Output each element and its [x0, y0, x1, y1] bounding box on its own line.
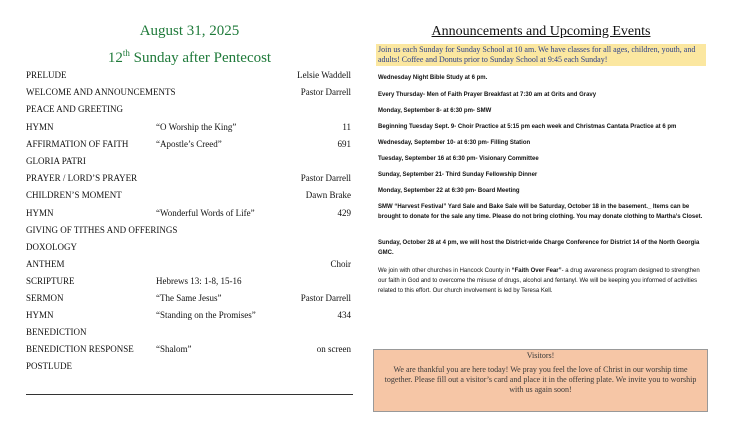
worship-item: POSTLUDE: [26, 361, 73, 371]
worship-item: PRELUDE: [26, 70, 67, 80]
worship-row: [26, 291, 353, 305]
event-item: Every Thursday- Men of Faith Prayer Breakfast at 7:30 am at Grits and Gravy: [378, 92, 597, 98]
worship-leader: Lelsie Waddell: [297, 70, 351, 80]
worship-item: CHILDREN’S MOMENT: [26, 190, 122, 200]
worship-leader: Dawn Brake: [305, 190, 351, 200]
worship-row: [26, 188, 353, 202]
service-date: August 31, 2025: [139, 23, 240, 39]
worship-detail: “Wonderful Words of Life”: [156, 208, 255, 218]
worship-row: [26, 206, 353, 220]
event-item: Wednesday Night Bible Study at 6 pm.: [378, 75, 488, 81]
event-item: Wednesday, September 10- at 6:30 pm- Filling Station: [378, 140, 531, 146]
worship-item: SERMON: [26, 293, 64, 303]
worship-item: ANTHEM: [26, 259, 65, 269]
worship-row: [26, 308, 353, 322]
worship-item: SCRIPTURE: [26, 276, 75, 286]
worship-item: WELCOME AND ANNOUNCEMENTS: [26, 87, 176, 97]
faith-over-fear-note: [378, 266, 706, 296]
worship-leader: 11: [342, 122, 351, 132]
worship-item: BENEDICTION RESPONSE: [26, 344, 134, 354]
worship-item: DOXOLOGY: [26, 242, 77, 252]
worship-row: [26, 274, 353, 288]
worship-leader: 691: [337, 139, 351, 149]
worship-row: [26, 171, 353, 185]
sunday-name: Sunday after Pentecost: [129, 50, 272, 66]
worship-leader: Pastor Darrell: [300, 87, 351, 97]
worship-item: HYMN: [26, 208, 54, 218]
worship-row: [26, 137, 353, 151]
faith-note-start: We join with other churches in Hancock County in: [378, 268, 512, 274]
worship-row: [26, 342, 353, 356]
worship-row: [26, 325, 353, 339]
divider-line: [26, 394, 353, 395]
faith-note-program: “Faith Over Fear”: [511, 268, 562, 274]
visitors-title: Visitors!: [526, 351, 555, 360]
announcements-title: Announcements and Upcoming Events: [431, 24, 651, 39]
worship-leader: 434: [337, 310, 351, 320]
worship-item: PRAYER / LORD’S PRAYER: [26, 173, 138, 183]
worship-row: [26, 223, 353, 237]
worship-leader: Choir: [330, 259, 351, 269]
worship-detail: “Apostle’s Creed”: [156, 139, 222, 149]
worship-leader: Pastor Darrell: [300, 173, 351, 183]
worship-row: [26, 85, 353, 99]
worship-row: [26, 68, 353, 82]
event-item: Sunday, September 21- Third Sunday Fellowship Dinner: [378, 172, 538, 178]
worship-row: [26, 154, 353, 168]
worship-row: [26, 240, 353, 254]
worship-detail: “Shalom”: [156, 344, 192, 354]
worship-item: GIVING OF TITHES AND OFFERINGS: [26, 225, 178, 235]
event-item: Sunday, October 28 at 4 pm, we will host the District-wide Charge Conference for District 14 of the North Georgia GMC.: [378, 240, 700, 256]
worship-item: BENEDICTION: [26, 327, 87, 337]
worship-row: [26, 102, 353, 116]
visitors-message: We are thankful you are here today! We pray you feel the love of Christ in our worship time together. Please fill out a visitor’s card and place it in the offering plate. We invite you to worship with us again soon!: [384, 365, 697, 394]
worship-detail: “Standing on the Promises”: [156, 310, 256, 320]
event-item: SMW “Harvest Festival” Yard Sale and Bake Sale will be Saturday, October 18 in the basement._ Items can be brought to donate for the sale any time. Please do not bring clothing. You may donate clothing to Martha’s Closet.: [378, 204, 703, 220]
worship-leader: on screen: [316, 344, 351, 354]
worship-item: HYMN: [26, 310, 54, 320]
visitors-box: [373, 349, 708, 412]
worship-detail: “The Same Jesus”: [156, 293, 222, 303]
event-item: Monday, September 22 at 6:30 pm- Board Meeting: [378, 188, 520, 194]
worship-item: PEACE AND GREETING: [26, 104, 123, 114]
event-item: Monday, September 8- at 6:30 pm- SMW: [378, 108, 492, 114]
sunday-school-notice: Join us each Sunday for Sunday School at 10 am. We have classes for all ages, children, youth, and adults! Coffee and Donuts prior to Sunday School at 9:45 each Sunday!: [376, 44, 706, 66]
worship-leader: Pastor Darrell: [300, 293, 351, 303]
faith-note-end: - a drug awareness program designed to strengthen our faith in God and to overcome the misuse of drugs, alcohol and fentanyl. We will be keeping you informed of activities related to this effort. Our church involvement is led by Teresa Kell.: [378, 268, 700, 294]
liturgical-day: [26, 44, 353, 67]
worship-row: [26, 359, 353, 373]
worship-row: [26, 120, 353, 134]
worship-item: GLORIA PATRI: [26, 156, 86, 166]
sunday-number: 12: [107, 50, 123, 66]
worship-leader: 429: [337, 208, 351, 218]
worship-item: HYMN: [26, 122, 54, 132]
sunday-suffix: th: [122, 48, 130, 58]
worship-detail: “O Worship the King”: [156, 122, 237, 132]
event-item: Tuesday, September 16 at 6:30 pm- Visionary Committee: [378, 156, 539, 162]
worship-row: [26, 257, 353, 271]
worship-detail: Hebrews 13: 1-8, 15-16: [156, 276, 242, 286]
worship-item: AFFIRMATION OF FAITH: [26, 139, 129, 149]
event-item: Beginning Tuesday Sept. 9- Choir Practice at 5:15 pm each week and Christmas Cantata Practice at 6 pm: [378, 124, 677, 130]
